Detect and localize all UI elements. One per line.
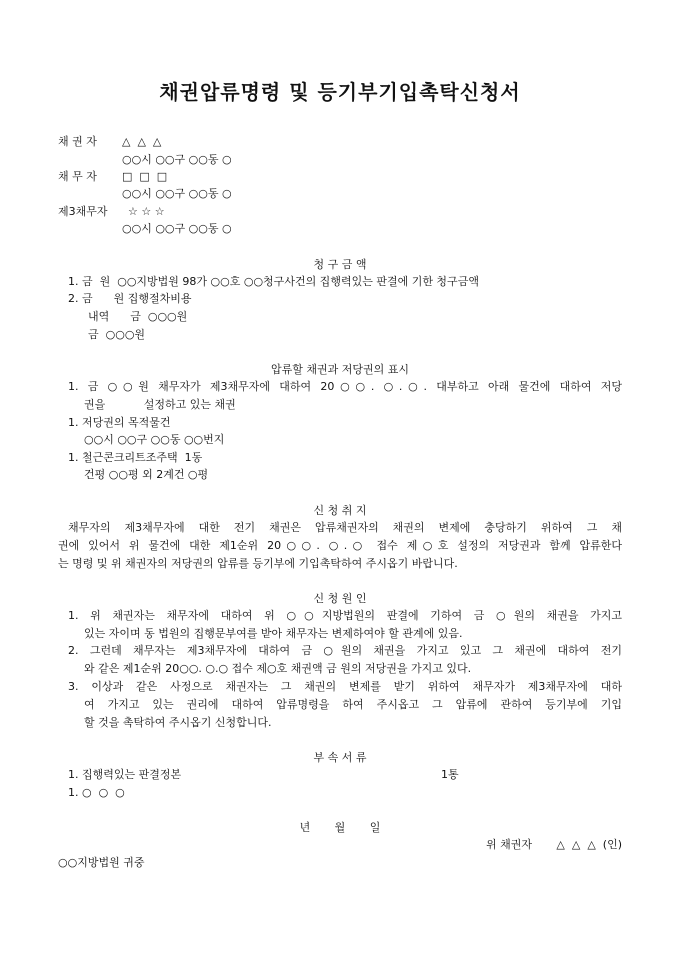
claim-heading: 청 구 금 액	[313, 258, 367, 271]
reason-2b: 와 같은 제1순위 20○○. ○.○ 접수 제○호 채권액 금 원의 저당권을 가지고 있다.	[84, 662, 472, 675]
third-debtor-address: ○○시 ○○구 ○○동 ○	[122, 222, 232, 235]
court-addressee: ○○지방법원 귀중	[58, 856, 145, 869]
third-debtor-name: ☆ ☆ ☆	[128, 205, 165, 218]
reasons-heading: 신 청 원 인	[313, 592, 367, 605]
reason-2a: 2. 그런데 채무자는 제3채무자에 대하여 금 ○원의 채권을 가지고 있고 그 채권에 대하여 전기	[68, 644, 622, 657]
seized-line-1b: 권을 설정하고 있는 채권	[84, 398, 236, 411]
claim-item-2: 2. 금 원 집행절차비용	[68, 292, 192, 305]
creditor-address: ○○시 ○○구 ○○동 ○	[122, 153, 232, 166]
document-title: 채권압류명령 및 등기부기입촉탁신청서	[159, 80, 521, 104]
claim-item-1: 1. 금 원 ○○지방법원 98가 ○○호 ○○청구사건의 집행력있는 판결에 기한 청구금액	[68, 275, 479, 288]
creditor-name: △ △ △	[122, 135, 162, 148]
reason-3a: 3. 이상과 같은 사정으로 채권자는 그 채권의 변제를 받기 위하여 채무자가 제3채무자에 대하	[68, 680, 622, 693]
purpose-line-1: 채무자의 제3채무자에 대한 전기 채권은 압류채권자의 채권의 변제에 충당하기 위하여 그 채	[68, 521, 622, 534]
applicant-signature: 위 채권자 △ △ △ (인)	[485, 838, 622, 851]
seized-heading: 압류할 채권과 저당권의 표시	[270, 363, 409, 376]
reason-1a: 1. 위 채권자는 채무자에 대하여 위 ○○지방법원의 판결에 기하여 금 ○원의 채권을 가지고	[68, 609, 622, 622]
seized-line-2b: ○○시 ○○구 ○○동 ○○번지	[84, 433, 225, 446]
attachment-item-2: 1. ○ ○ ○	[68, 786, 125, 799]
claim-total: 금 ○○○원	[88, 328, 146, 341]
purpose-line-3: 는 명령 및 위 채권자의 저당권의 압류를 등기부에 기입촉탁하여 주시옵기 바랍니다.	[58, 557, 458, 570]
debtor-name: □ □ □	[122, 170, 168, 183]
purpose-line-2: 권에 있어서 위 물건에 대한 제1순위 20○○. ○.○ 접수 제○호 설정의 저당권과 함께 압류한다	[58, 539, 622, 552]
attachment-item-1: 1. 집행력있는 판결정본	[68, 768, 182, 781]
reason-3b: 여 가지고 있는 권리에 대하여 압류명령을 하여 주시옵고 그 압류에 관하여 등기부에 기입	[84, 698, 622, 711]
purpose-heading: 신 청 취 지	[313, 504, 367, 517]
seized-line-2: 1. 저당권의 목적물건	[68, 416, 171, 429]
seized-line-1: 1. 금 ○○원 채무자가 제3채무자에 대하여 20○○. ○.○. 대부하고 아래 물건에 대하여 저당	[68, 380, 622, 393]
creditor-label: 채 권 자	[58, 135, 97, 148]
date-line: 년 월 일	[299, 821, 381, 834]
third-debtor-label: 제3채무자	[58, 205, 108, 218]
reason-3c: 할 것을 촉탁하여 주시옵기 신청합니다.	[84, 716, 272, 729]
seized-line-3b: 건평 ○○평 외 2계건 ○평	[84, 468, 209, 481]
attachments-heading: 부 속 서 류	[313, 751, 367, 764]
debtor-label: 채 무 자	[58, 170, 97, 183]
debtor-address: ○○시 ○○구 ○○동 ○	[122, 187, 232, 200]
claim-detail: 내역 금 ○○○원	[88, 310, 188, 323]
seized-line-3: 1. 철근콘크리트조주택 1동	[68, 451, 203, 464]
attachment-item-1-qty: 1통	[441, 768, 459, 781]
reason-1b: 있는 자이며 동 법원의 집행문부여를 받아 채무자는 변제하여야 할 관계에 있음.	[84, 627, 463, 640]
